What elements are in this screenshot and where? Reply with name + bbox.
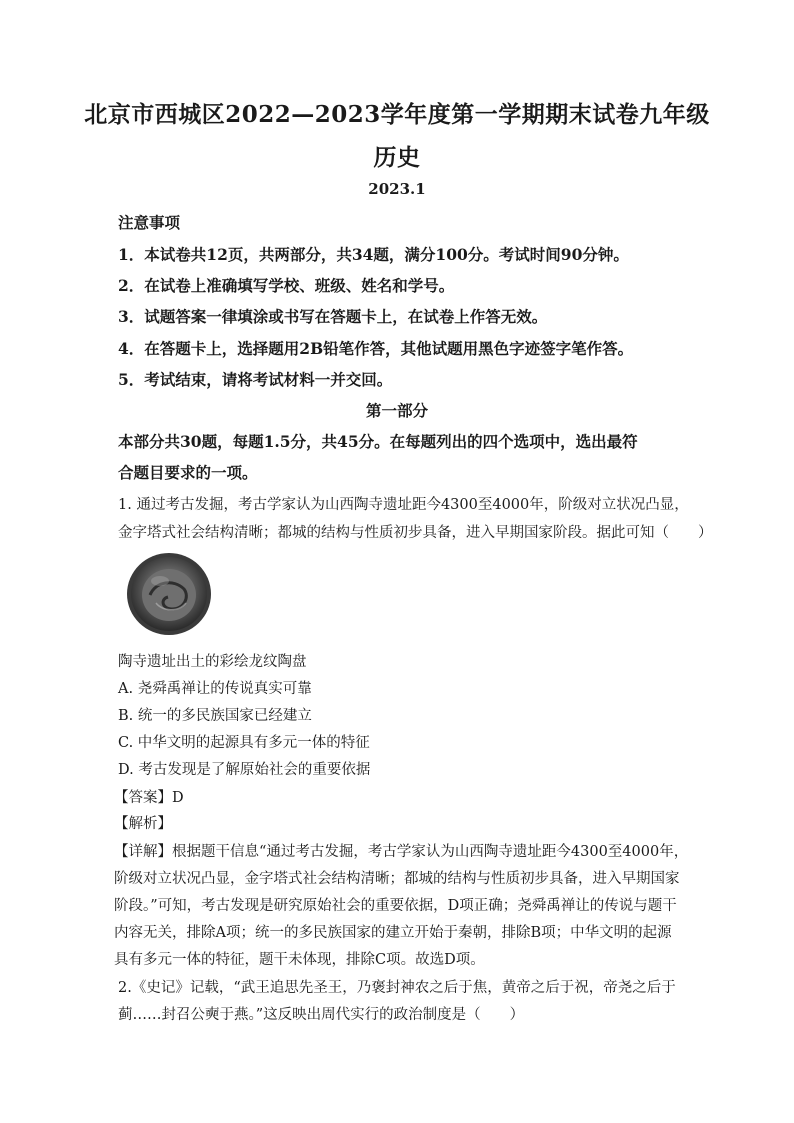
notice-heading: 注意事项 bbox=[118, 213, 181, 232]
question-stem: 蓟……封召公奭于燕。”这反映出周代实行的政治制度是（ ） bbox=[118, 1007, 525, 1023]
question-stem: 金字塔式社会结构清晰；都城的结构与性质初步具备，进入早期国家阶段。据此可知（ ） bbox=[118, 525, 713, 541]
part-intro: 合题目要求的一项。 bbox=[118, 463, 258, 482]
notice-item: 1．本试卷共12页，共两部分，共34题，满分100分。考试时间90分钟。 bbox=[118, 245, 629, 264]
answer-option: C. 中华文明的起源具有多元一体的特征 bbox=[118, 735, 370, 751]
part-heading: 第一部分 bbox=[365, 401, 428, 420]
analysis-text: 【详解】根据题干信息“通过考古发掘，考古学家认为山西陶寺遗址距今4300至4000年， bbox=[114, 844, 689, 860]
answer-option: B. 统一的多民族国家已经建立 bbox=[118, 708, 312, 724]
question-stem: 2.《史记》记载，“武王追思先圣王，乃褒封神农之后于焦，黄帝之后于祝，帝尧之后于 bbox=[118, 980, 676, 996]
notice-item: 4．在答题卡上，选择题用2B铅笔作答，其他试题用黑色字迹签字笔作答。 bbox=[118, 339, 634, 358]
answer-option: A. 尧舜禹禅让的传说真实可靠 bbox=[118, 681, 312, 697]
analysis-text: 具有多元一体的特征，题干未体现，排除C项。故选D项。 bbox=[114, 952, 485, 968]
notice-item: 5．考试结束，请将考试材料一并交回。 bbox=[118, 370, 393, 389]
image-caption: 陶寺遗址出土的彩绘龙纹陶盘 bbox=[118, 654, 307, 670]
pottery-plate-image bbox=[126, 551, 212, 637]
exam-title: 北京市西城区2022—2023学年度第一学期期末试卷九年级 bbox=[84, 101, 710, 128]
answer-label: 【答案】D bbox=[114, 790, 184, 806]
analysis-label: 【解析】 bbox=[114, 816, 172, 832]
answer-option: D. 考古发现是了解原始社会的重要依据 bbox=[118, 762, 371, 778]
part-intro: 本部分共30题，每题1.5分，共45分。在每题列出的四个选项中，选出最符 bbox=[118, 432, 638, 451]
subject-title: 历史 bbox=[373, 144, 421, 171]
question-stem: 1. 通过考古发掘，考古学家认为山西陶寺遗址距今4300至4000年，阶级对立状况凸显， bbox=[118, 497, 689, 513]
notice-item: 2．在试卷上准确填写学校、班级、姓名和学号。 bbox=[118, 276, 455, 295]
notice-item: 3．试题答案一律填涂或书写在答题卡上，在试卷上作答无效。 bbox=[118, 307, 548, 326]
analysis-text: 阶级对立状况凸显，金字塔式社会结构清晰；都城的结构与性质初步具备，进入早期国家 bbox=[114, 871, 680, 887]
analysis-text: 内容无关，排除A项；统一的多民族国家的建立开始于秦朝，排除B项；中华文明的起源 bbox=[114, 925, 672, 941]
exam-date: 2023.1 bbox=[368, 180, 426, 198]
analysis-text: 阶段。”可知，考古发现是研究原始社会的重要依据，D项正确；尧舜禹禅让的传说与题干 bbox=[114, 898, 677, 914]
